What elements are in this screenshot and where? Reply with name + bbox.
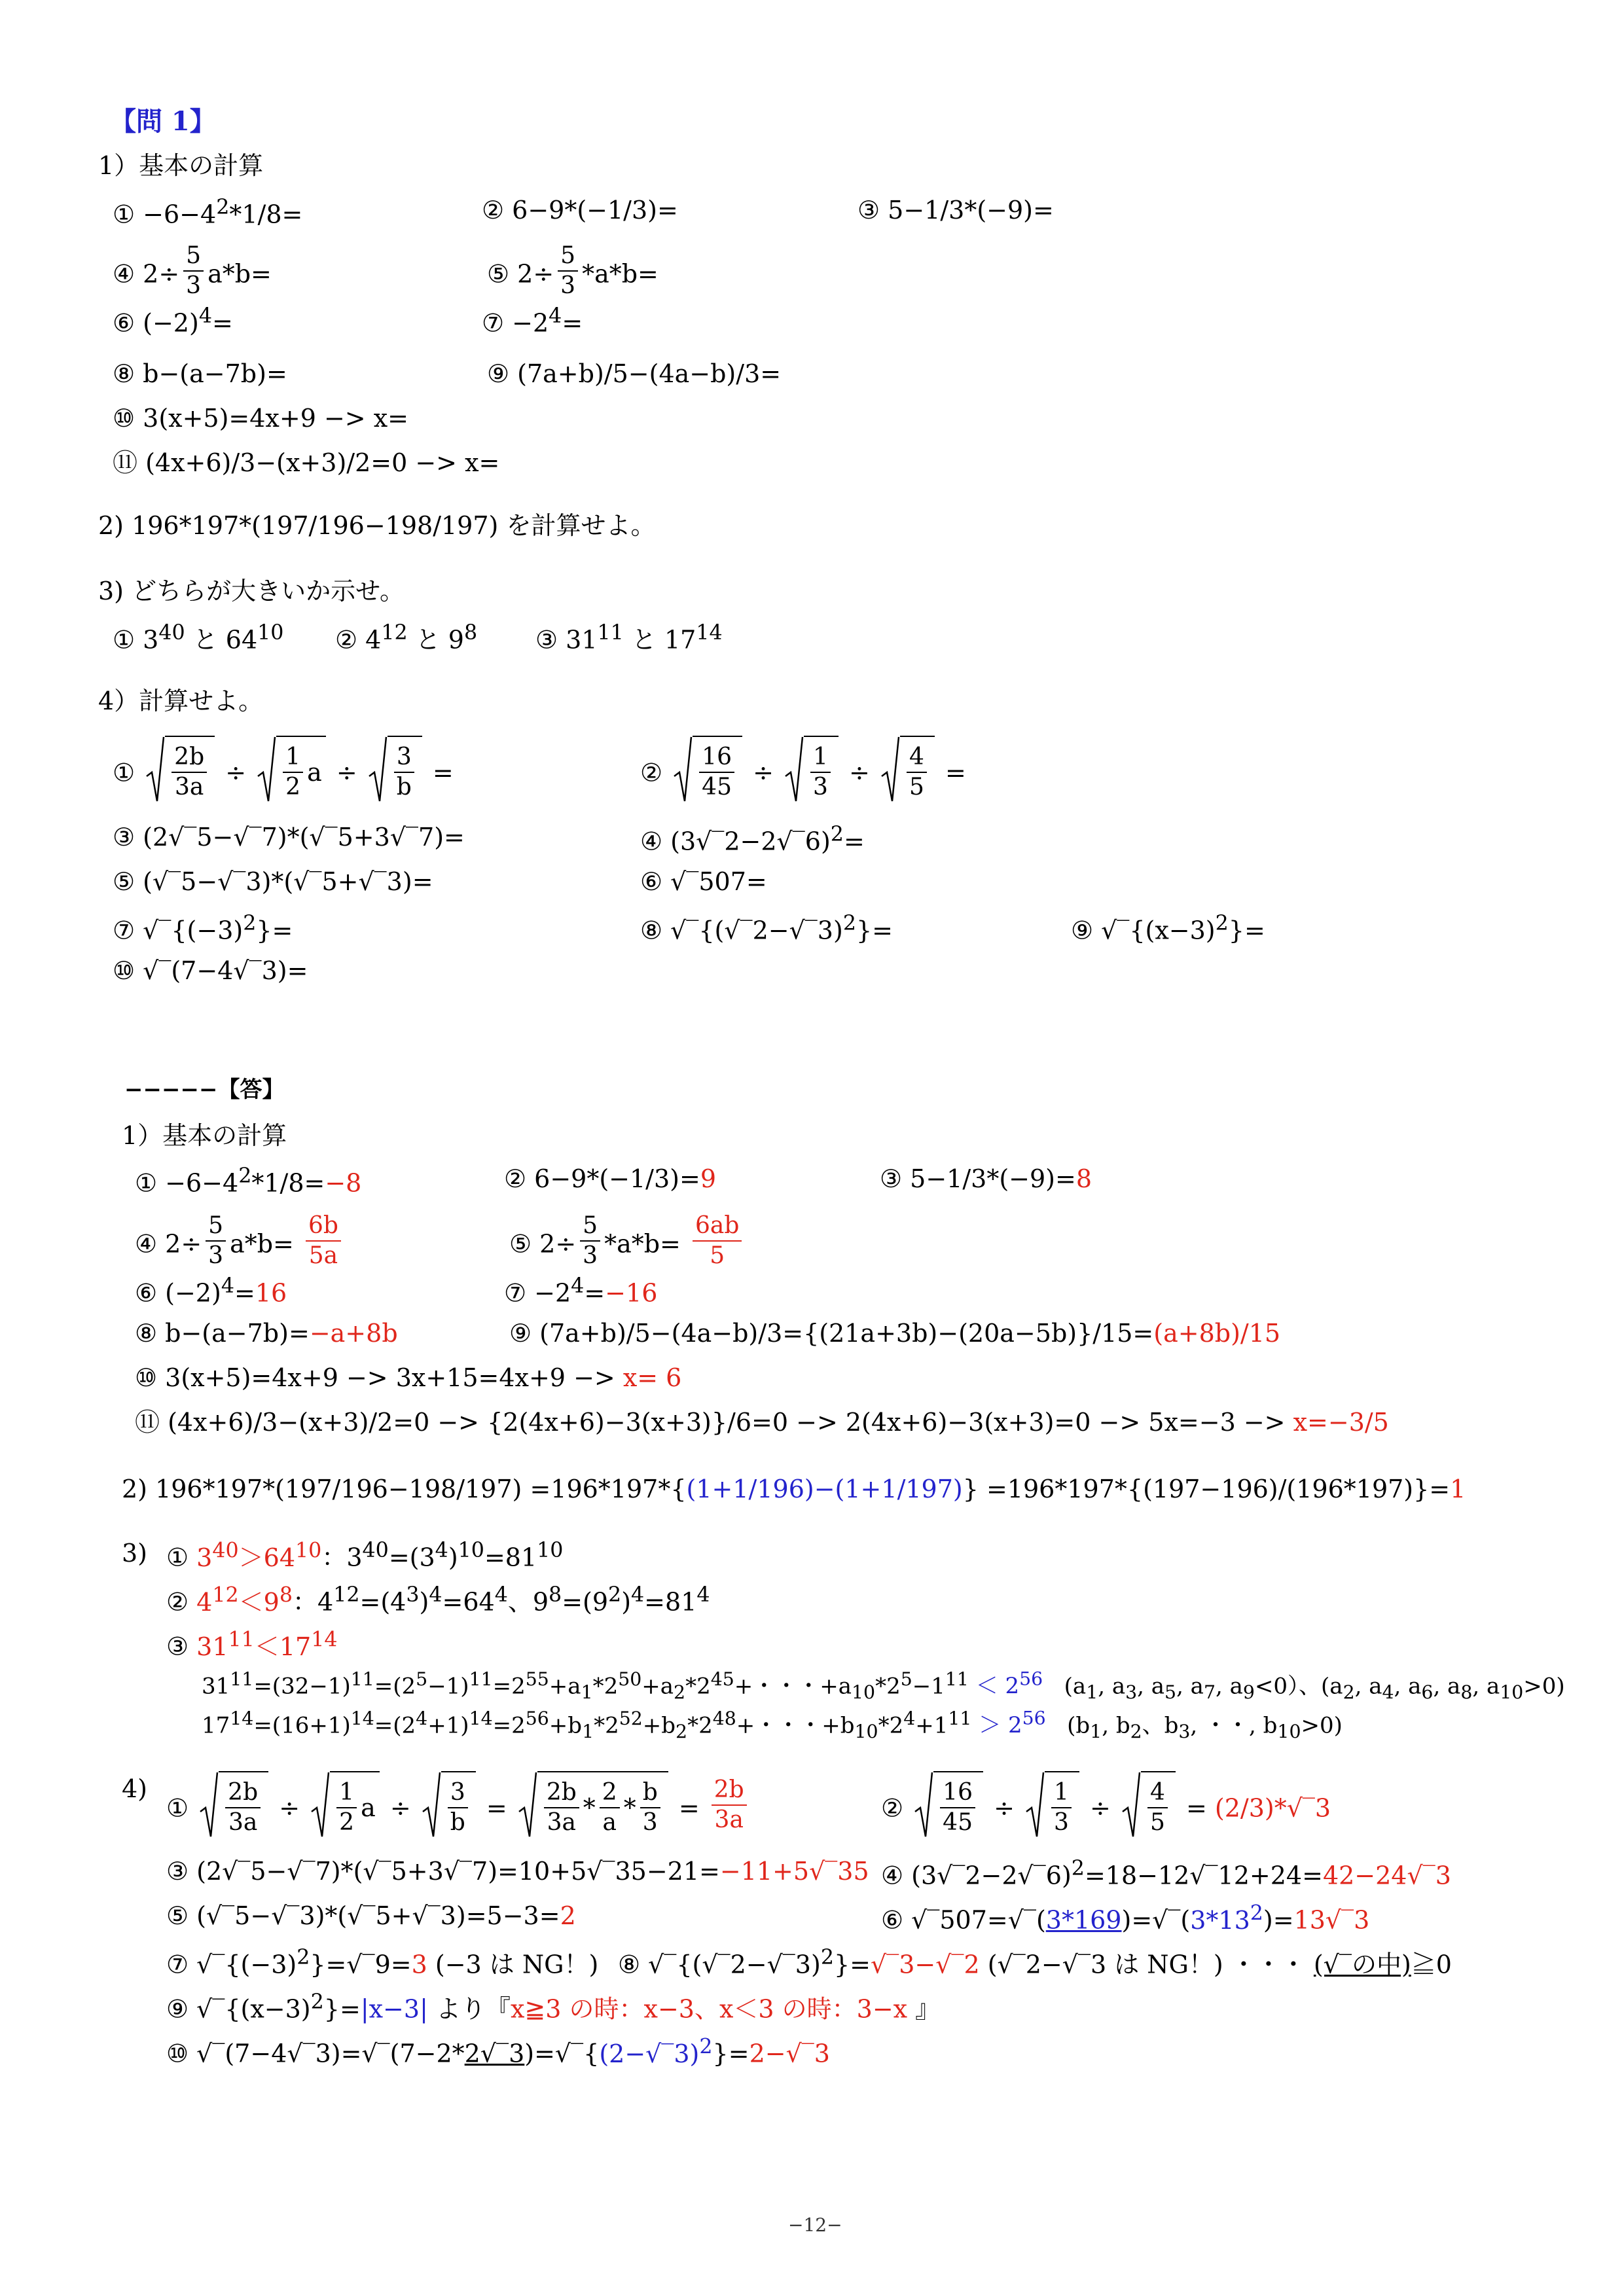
a1-item-6: ⑥ $(-2)^4=16$ [135, 1274, 287, 1308]
section-2-problem: 2) 196*197*(197/196−198/197) を計算せよ。 [98, 511, 656, 540]
a4-item-7: ⑦ $√‾\{(-3)^2\}=√‾9=3$ (−3 は NG！) [166, 1946, 599, 1979]
a3-row-1: ① $3^{40}>64^{10}$：$3^{40}=(3^4)^{10}=81^{10}$ [166, 1539, 564, 1572]
a4-item-9: ⑨ $√‾\{(x-3)^2\}=|x-3|$ より『x≧3 の時：x−3、x＜3 の時：3−x 』 [166, 1990, 941, 2024]
a1-item-7: ⑦ $-2^4=-16$ [504, 1274, 658, 1308]
q1-item-10: ⑩ 3(x+5)=4x+9 −> x= [113, 404, 408, 433]
q3-item-2: ② $4^{12}$ と $9^8$ [335, 621, 478, 655]
q3-item-3: ③ $31^{11}$ と $17^{14}$ [535, 621, 723, 655]
a1-item-10: ⑩ 3(x+5)=4x+9 −> 3x+15=4x+9 −> x= 6 [135, 1363, 682, 1392]
square-root: $\frac{16}{45}$ [914, 1771, 983, 1839]
fraction: $\frac{5}{3}$ [558, 243, 578, 298]
section-3-title: 3) どちらが大きいか示せ。 [98, 577, 405, 605]
page-number: −12− [788, 2214, 842, 2236]
answer-1-title: 1）基本の計算 [122, 1121, 287, 1150]
a1-item-11: ⑪ (4x+6)/3−(x+3)/2=0 −> {2(4x+6)−3(x+3)}/6=0 −> 2(4x+6)−3(x+3)=0 −> 5x=−3 −> x=−3/5 [135, 1408, 1389, 1437]
section-1-title: 1）基本の計算 [98, 151, 264, 180]
square-root: $\frac{2b}{3a}$ * $\frac{2}{a}$ * $\frac{b}{3}$ [518, 1771, 668, 1839]
q4-item-2: ② $\frac{16}{45}$ ÷ $\frac{1}{3}$ ÷ $\frac{4}{5}$ = [640, 741, 966, 809]
a4-item-10: ⑩ √‾(7−4√‾3)=√‾(7−2*2√‾3)=√‾{(2−√‾3)$^2$}=2−√‾3 [166, 2035, 830, 2068]
answer-2: 2) 196*197*(197/196−198/197) =196*197*{(1+1/196)−(1+1/197)} =196*197*{(197−196)/(196*197)}=1 [122, 1475, 1466, 1503]
q4-item-10: ⑩ √‾(7−4√‾3)= [113, 956, 308, 985]
q1-item-1: ① $-6-4^2*1/8=$ [113, 196, 303, 229]
q1-item-9: ⑨ (7a+b)/5−(4a−b)/3= [487, 359, 782, 388]
q4-item-6: ⑥ √‾507= [640, 867, 767, 896]
square-root: $\frac{1}{3}$ [1025, 1771, 1079, 1839]
q4-item-5: ⑤ (√‾5−√‾3)*(√‾5+√‾3)= [113, 867, 433, 896]
q4-item-1: ① $\frac{2b}{3a}$ ÷ $\frac{1}{2}$ a ÷ $\frac{3}{b}$ = [113, 741, 454, 809]
q4-item-3: ③ (2√‾5−√‾7)*(√‾5+3√‾7)= [113, 823, 465, 852]
q1-item-7: ⑦ $-2^4=$ [482, 304, 583, 338]
square-root: $\frac{1}{2}$ a [310, 1771, 380, 1839]
answer-heading: −−−−−【答】 [124, 1077, 285, 1103]
a3-expansion-17: $17^{14}=(16+1)^{14}=(2^4+1)^{14}=2^{56}+b_1*2^{52}+b_2*2^{48}+$・・・$+b_{10}*2^4+1^{11} > 2^{56}$ ($b_1$, $b_2$、$b_3$, ・・, $b_{10}>0$) [202, 1708, 1343, 1743]
a1-item-8: ⑧ b−(a−7b)=−a+8b [135, 1319, 398, 1348]
q3-item-1: ① $3^{40}$ と $64^{10}$ [113, 621, 284, 655]
a1-item-3: ③ 5−1/3*(−9)=8 [880, 1164, 1092, 1193]
square-root: $\frac{16}{45}$ [673, 736, 742, 804]
answer-4-label: 4) [122, 1774, 148, 1803]
square-root: $\frac{2b}{3a}$ [145, 736, 215, 804]
a1-item-5: ⑤ 2÷ $\frac{5}{3}$ *a*b= $\frac{6ab}{5}$ [509, 1219, 746, 1274]
fraction: $\frac{5}{3}$ [183, 243, 204, 298]
a1-item-2: ② 6−9*(−1/3)=9 [504, 1164, 717, 1193]
q1-item-5: ⑤ 2÷ $\frac{5}{3}$ *a*b= [487, 242, 659, 299]
q1-item-3: ③ 5−1/3*(−9)= [857, 196, 1054, 224]
square-root: $\frac{4}{5}$ [880, 736, 935, 804]
problem-heading: 【問 1】 [110, 106, 216, 137]
a3-expansion-31: $31^{11}=(32-1)^{11}=(2^5-1)^{11}=2^{55}+a_1*2^{50}+a_2*2^{45}+$・・・$+a_{10}*2^5-1^{11} < 2^{56}$ ($a_1$, $a_3$, $a_5$, $a_7$, $a_9<0$）、($a_2$, $a_4$, $a_6$, $a_8$, $a_{10}>0$) [202, 1668, 1565, 1704]
a4-item-6: ⑥ $√‾507=√‾(3*169)=√‾(3*13^2)=13√‾3$ [881, 1901, 1370, 1935]
section-4-title: 4）計算せよ。 [98, 687, 264, 715]
a4-item-3: ③ (2√‾5−√‾7)*(√‾5+3√‾7)=10+5√‾35−21=−11+5√‾35 [166, 1857, 869, 1886]
q1-item-6: ⑥ $(-2)^4=$ [113, 304, 233, 338]
a3-row-3: ③ $31^{11}<17^{14}$ [166, 1628, 338, 1661]
a4-item-5: ⑤ (√‾5−√‾3)*(√‾5+√‾3)=5−3=2 [166, 1901, 576, 1930]
a4-item-1: ① $\frac{2b}{3a}$ ÷ $\frac{1}{2}$ a ÷ $\frac{3}{b}$ = $\frac{2b}{3a}$ * $\frac{2}{a}$ * $\frac{b}{3}$ = $\frac{2b}{3a}$ [166, 1776, 751, 1844]
a4-item-2: ② $\frac{16}{45}$ ÷ $\frac{1}{3}$ ÷ $\frac{4}{5}$ = (2/3)*√‾3 [881, 1776, 1331, 1844]
q1-item-2: ② 6−9*(−1/3)= [482, 196, 678, 224]
a4-item-8: ⑧ √‾{(√‾2−√‾3)$^2$}=√‾3−√‾2 (√‾2−√‾3 は NG！) ・・・ (√‾の中)≧0 [618, 1946, 1452, 1979]
q1-item-8: ⑧ b−(a−7b)= [113, 359, 287, 388]
a1-item-9: ⑨ (7a+b)/5−(4a−b)/3={(21a+3b)−(20a−5b)}/15=(a+8b)/15 [509, 1319, 1281, 1348]
a4-item-4: ④ (3√‾2−2√‾6)$^2$=18−12√‾12+24=42−24√‾3 [881, 1857, 1451, 1890]
q4-item-7: ⑦ $√‾\{(-3)^2\}=$ [113, 912, 293, 945]
q4-item-9: ⑨ $√‾\{(x-3)^2\}=$ [1071, 912, 1265, 945]
a1-item-4: ④ 2÷ $\frac{5}{3}$ a*b= $\frac{6b}{5a}$ [135, 1219, 345, 1274]
a1-item-1: ① $-6-4^2*1/8=-8$ [135, 1164, 362, 1198]
square-root: $\frac{1}{2}$ a [257, 736, 326, 804]
a3-row-2: ② $4^{12}<9^8$：$4^{12}=(4^3)^4=64^4$、$9^8=(9^2)^4=81^4$ [166, 1583, 710, 1617]
answer-3-label: 3) [122, 1539, 148, 1568]
q1-item-4: ④ 2÷ $\frac{5}{3}$ a*b= [113, 242, 272, 299]
square-root: $\frac{2b}{3a}$ [199, 1771, 268, 1839]
square-root: $\frac{1}{3}$ [784, 736, 839, 804]
q4-item-4: ④ (3√‾2−2√‾6)$^2$= [640, 823, 865, 856]
square-root: $\frac{3}{b}$ [368, 736, 422, 804]
q4-item-8: ⑧ √‾{(√‾2−√‾3)$^2$}= [640, 912, 893, 945]
square-root: $\frac{4}{5}$ [1121, 1771, 1176, 1839]
q1-item-11: ⑪ (4x+6)/3−(x+3)/2=0 −> x= [113, 448, 500, 477]
square-root: $\frac{3}{b}$ [422, 1771, 476, 1839]
